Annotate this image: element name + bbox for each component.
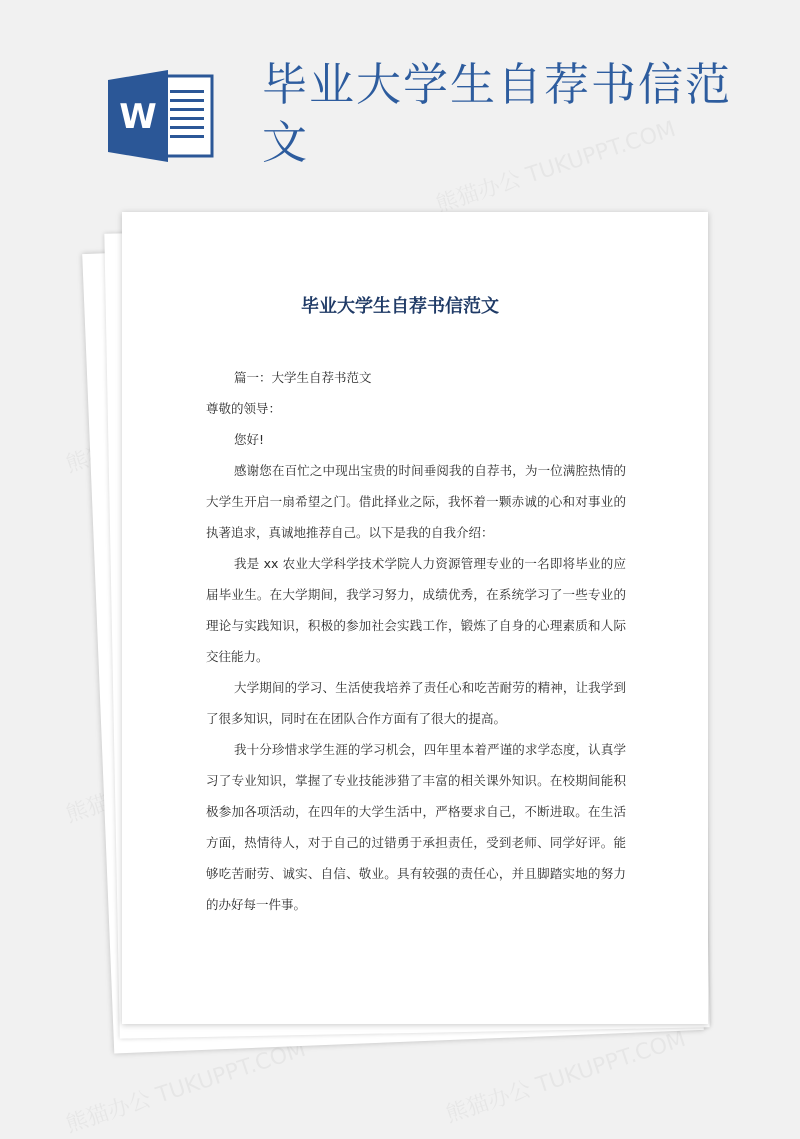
- word-document-icon: [108, 70, 214, 162]
- document-paragraph: 篇一：大学生自荐书范文: [234, 370, 372, 385]
- document-paragraph: 感谢您在百忙之中现出宝贵的时间垂阅我的自荐书，为一位满腔热情的大学生开启一扇希望之门。借此择业之际，我怀着一颗赤诚的心和对事业的执著追求，真诚地推荐自己。以下是我的自我介绍：: [206, 463, 626, 540]
- document-paragraph: 您好!: [234, 432, 265, 447]
- document-body: [206, 362, 626, 920]
- document-title: 毕业大学生自荐书信范文: [301, 296, 499, 317]
- document-paragraph: 我十分珍惜求学生涯的学习机会，四年里本着严谨的求学态度，认真学习了专业知识，掌握了专业技能涉猎了丰富的相关课外知识。在校期间能积极参加各项活动，在四年的大学生活中，严格要求自己，不断进取。在生活方面，热情待人，对于自己的过错勇于承担责任，受到老师、同学好评。能够吃苦耐劳、诚实、自信、敬业。具有较强的责任心，并且脚踏实地的努力的办好每一件事。: [206, 742, 626, 912]
- word-logo-letter: W: [119, 97, 157, 137]
- document-paragraph: 尊敬的领导：: [206, 401, 282, 416]
- document-paragraph: 大学期间的学习、生活使我培养了责任心和吃苦耐劳的精神，让我学到了很多知识，同时在在团队合作方面有了很大的提高。: [206, 680, 626, 726]
- document-paragraph: 我是 xx 农业大学科学技术学院人力资源管理专业的一名即将毕业的应届毕业生。在大学期间，我学习努力，成绩优秀，在系统学习了一些专业的理论与实践知识，积极的参加社会实践工作，锻炼了自身的心理素质和人际交往能力。: [206, 556, 626, 664]
- page-title: 毕业大学生自荐书信范文: [262, 58, 733, 169]
